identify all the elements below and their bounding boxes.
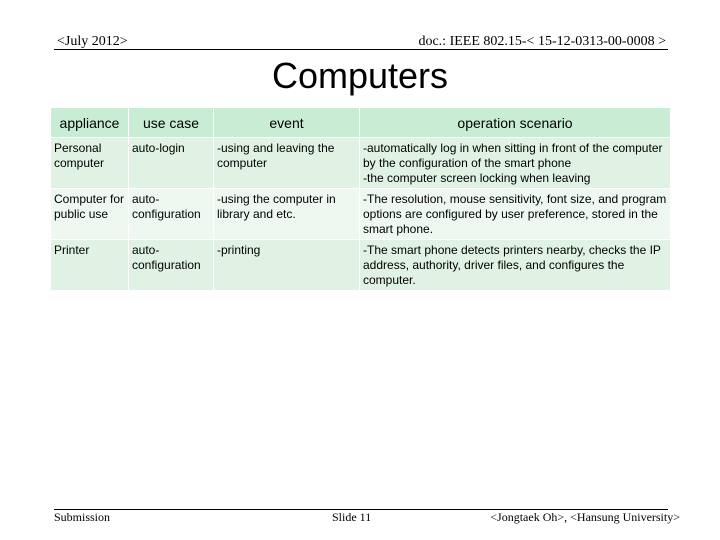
cell-operation-scenario <box>360 240 671 291</box>
footer-submission: Submission <box>54 510 111 524</box>
cell-event: -using the computer in library and etc. <box>214 189 360 240</box>
cell-operation-scenario <box>360 189 671 240</box>
footer-author: <Jongtaek Oh>, <Hansung University> <box>490 510 680 524</box>
scenario-line: -The smart phone detects printers nearby, checks the IP address, authority, driver files, and configures the computer. <box>363 243 661 287</box>
cell-appliance: Personal computer <box>51 138 129 189</box>
column-header-event: event <box>214 108 360 138</box>
column-header-operation-scenario: operation scenario <box>360 108 671 138</box>
cell-operation-scenario <box>360 138 671 189</box>
cell-use-case: auto-configuration <box>129 189 214 240</box>
footer-slide-number: Slide 11 <box>332 510 372 524</box>
cell-use-case: auto-configuration <box>129 240 214 291</box>
cell-appliance: Printer <box>51 240 129 291</box>
cell-event: -printing <box>214 240 360 291</box>
column-header-use-case: use case <box>129 108 214 138</box>
scenario-line: -automatically log in when sitting in front of the computer by the configuration of the smart phone <box>363 141 663 170</box>
slide-title: Computers <box>271 55 449 96</box>
scenario-line: -The resolution, mouse sensitivity, font size, and program options are configured by user preference, stored in the smart phone. <box>363 192 667 236</box>
table-header-row <box>51 108 671 138</box>
header-doc-id: doc.: IEEE 802.15-< 15-12-0313-00-0008 > <box>418 34 666 49</box>
scenario-line: -the computer screen locking when leaving <box>363 171 591 185</box>
cell-event: -using and leaving the computer <box>214 138 360 189</box>
cell-appliance: Computer for public use <box>51 189 129 240</box>
table-row <box>51 138 671 189</box>
header-divider <box>54 49 668 50</box>
table-row <box>51 189 671 240</box>
header-date: <July 2012> <box>57 34 128 49</box>
table-row <box>51 240 671 291</box>
cell-use-case: auto-login <box>129 138 214 189</box>
column-header-appliance: appliance <box>51 108 129 138</box>
appliance-table <box>50 107 671 291</box>
